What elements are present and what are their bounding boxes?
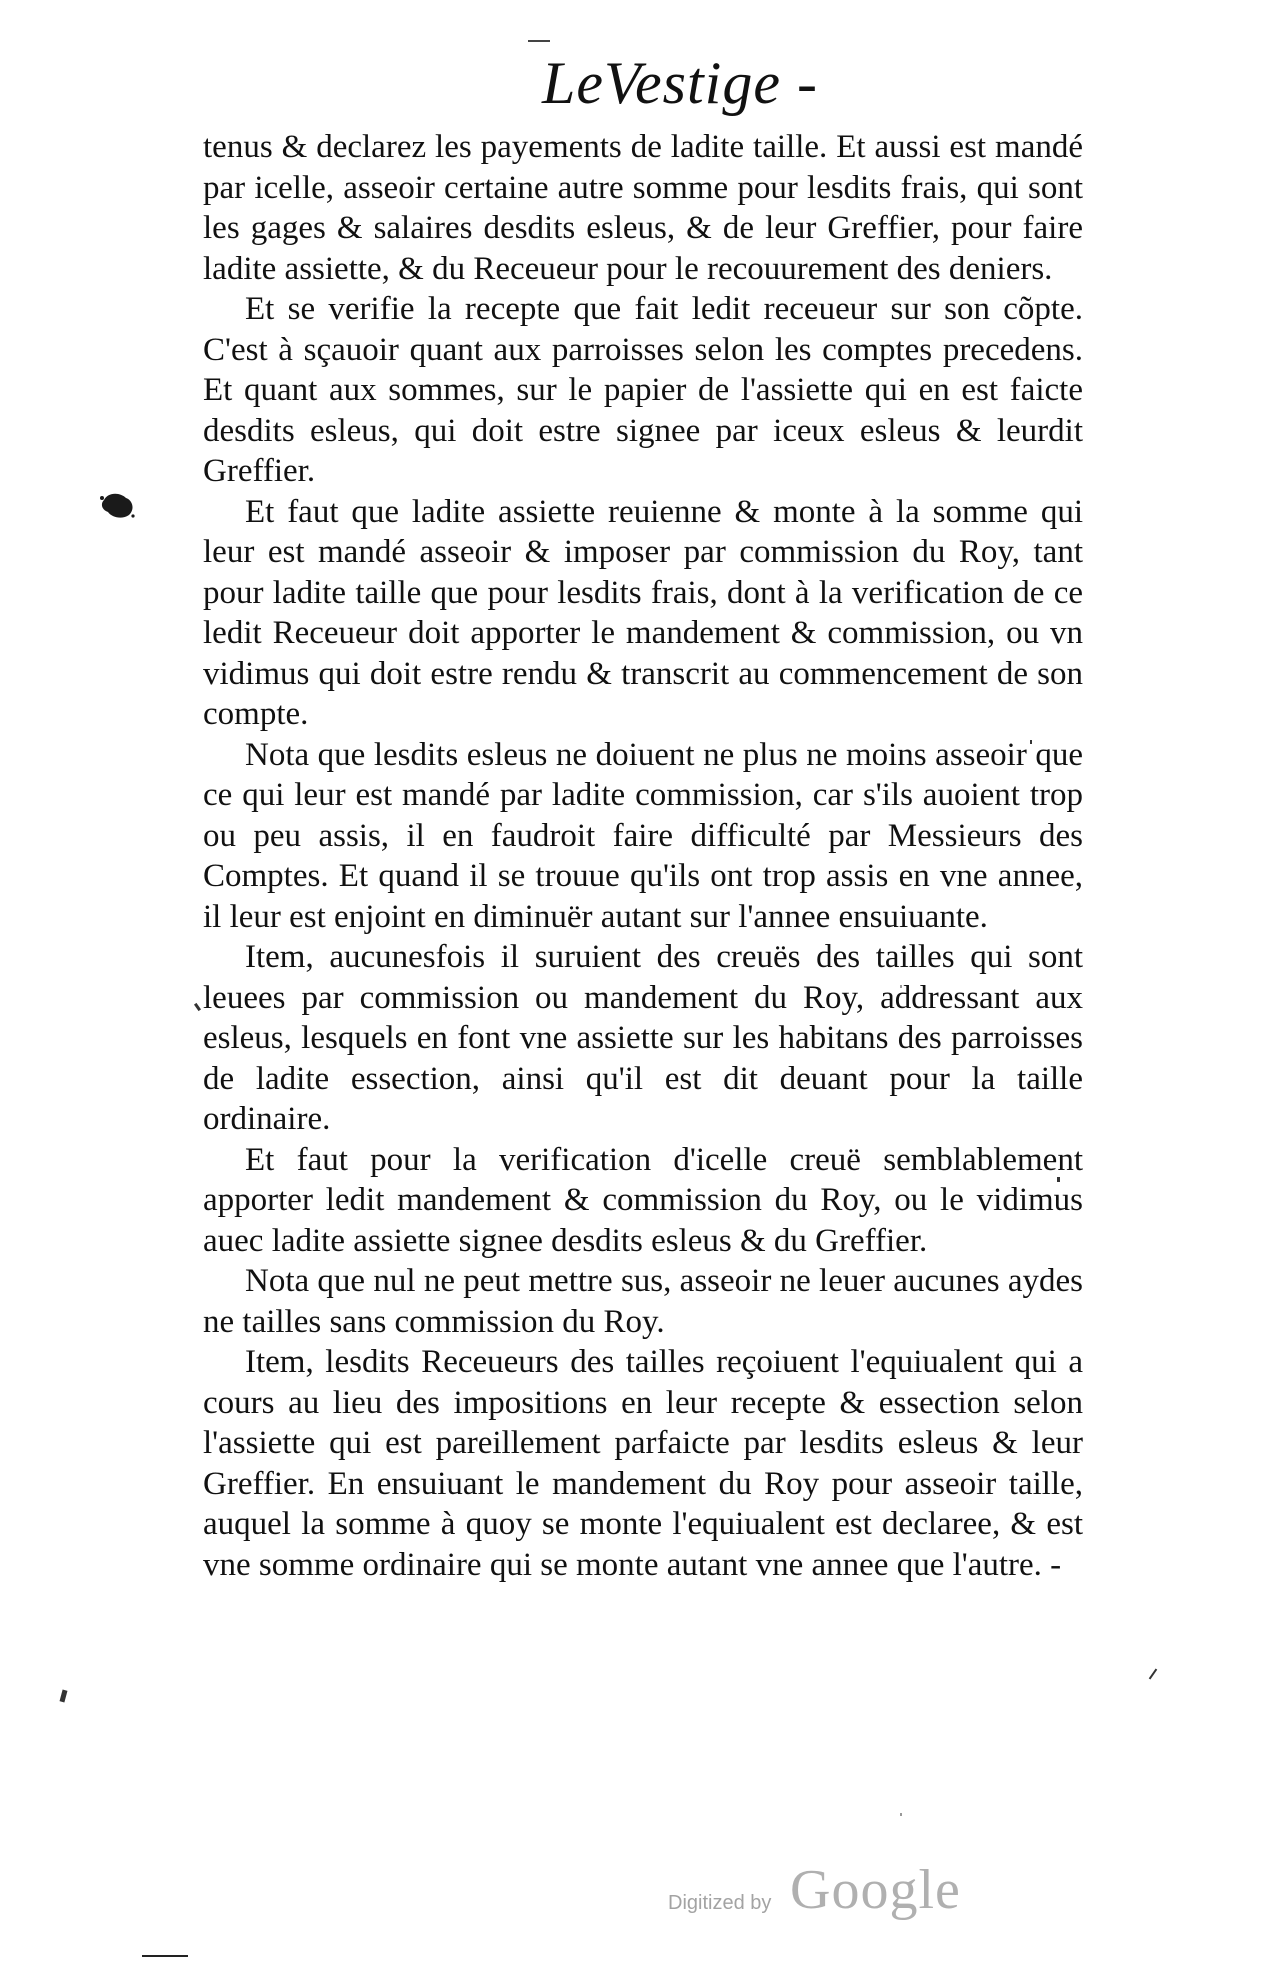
- watermark-prefix: Digitized by: [668, 1892, 772, 1914]
- digitized-watermark: [660, 1860, 1000, 1930]
- stray-mark: [60, 1690, 68, 1703]
- head-mark: [528, 40, 550, 42]
- paragraph: Item, lesdits Receueurs des tailles reçoiuent l'equiualent qui a cours au lieu des impositions en leur recepte & essection selon l'assiette qui est pareillement parfaicte par lesdits esleus & leur Greffier. En ensuiuant le mandement du Roy pour asseoir taille, auquel la somme à quoy se monte l'equiualent est declaree, & est vne somme ordinaire qui se monte autant vne annee que l'autre. -: [203, 1344, 1083, 1583]
- paragraph: Et faut pour la verification d'icelle creuë semblablement apporter ledit mandement & commission du Roy, ou le vidimus auec ladite assiette signee desdits esleus & du Greffier.: [203, 1141, 1083, 1259]
- paragraph: Nota que lesdits esleus ne doiuent ne plus ne moins asseoir que ce qui leur est mandé par ladite commission, car s'ils auoient trop ou peu assis, il en faudroit faire difficulté par Messieurs des Comptes. Et quand il se trouue qu'ils ont trop assis en vne annee, il leur est enjoint en diminuër autant sur l'annee ensuiuante.: [203, 736, 1083, 935]
- google-logo: Google: [790, 1859, 961, 1921]
- bottom-rule: [142, 1955, 188, 1957]
- paragraph: tenus & declarez les payements de ladite taille. Et aussi est mandé par icelle, asseoir certaine autre somme pour lesdits frais, qui sont les gages & salaires desdits esleus, & de leur Greffier, pour faire ladite assiette, & du Receueur pour le recouurement des deniers.: [203, 129, 1083, 287]
- running-head: LeVestige -: [542, 50, 818, 116]
- paragraph: Item, aucunesfois il suruient des creuës des tailles qui sont leuees par commission ou mandement du Roy, addressant aux esleus, lesquels en font vne assiette sur les habitans des parroisses de ladite essection, ainsi qu'il est dit deuant pour la taille ordinaire.: [203, 939, 1083, 1137]
- paragraph: Et faut que ladite assiette reuienne & monte à la somme qui leur est mandé asseoir & imposer par commission du Roy, tant pour ladite taille que pour lesdits frais, dont à la verification de ce ledit Receueur doit apporter le mandement & commission, ou vn vidimus qui doit estre rendu & transcrit au commencement de son compte.: [203, 493, 1083, 732]
- stray-mark: [194, 1003, 201, 1011]
- paragraph: Nota que nul ne peut mettre sus, asseoir ne leuer aucunes aydes ne tailles sans commission du Roy.: [203, 1263, 1083, 1340]
- body-text: [203, 127, 1083, 1585]
- stray-mark: [900, 1813, 902, 1816]
- ink-blot-mark: [100, 490, 136, 520]
- paragraph: Et se verifie la recepte que fait ledit receueur sur son cõpte. C'est à sçauoir quant aux parroisses selon les comptes precedens. Et quant aux sommes, sur le papier de l'assiette qui en est faicte desdits esleus, qui doit estre signee par iceux esleus & leurdit Greffier.: [203, 291, 1083, 489]
- stray-mark: [1149, 1669, 1158, 1680]
